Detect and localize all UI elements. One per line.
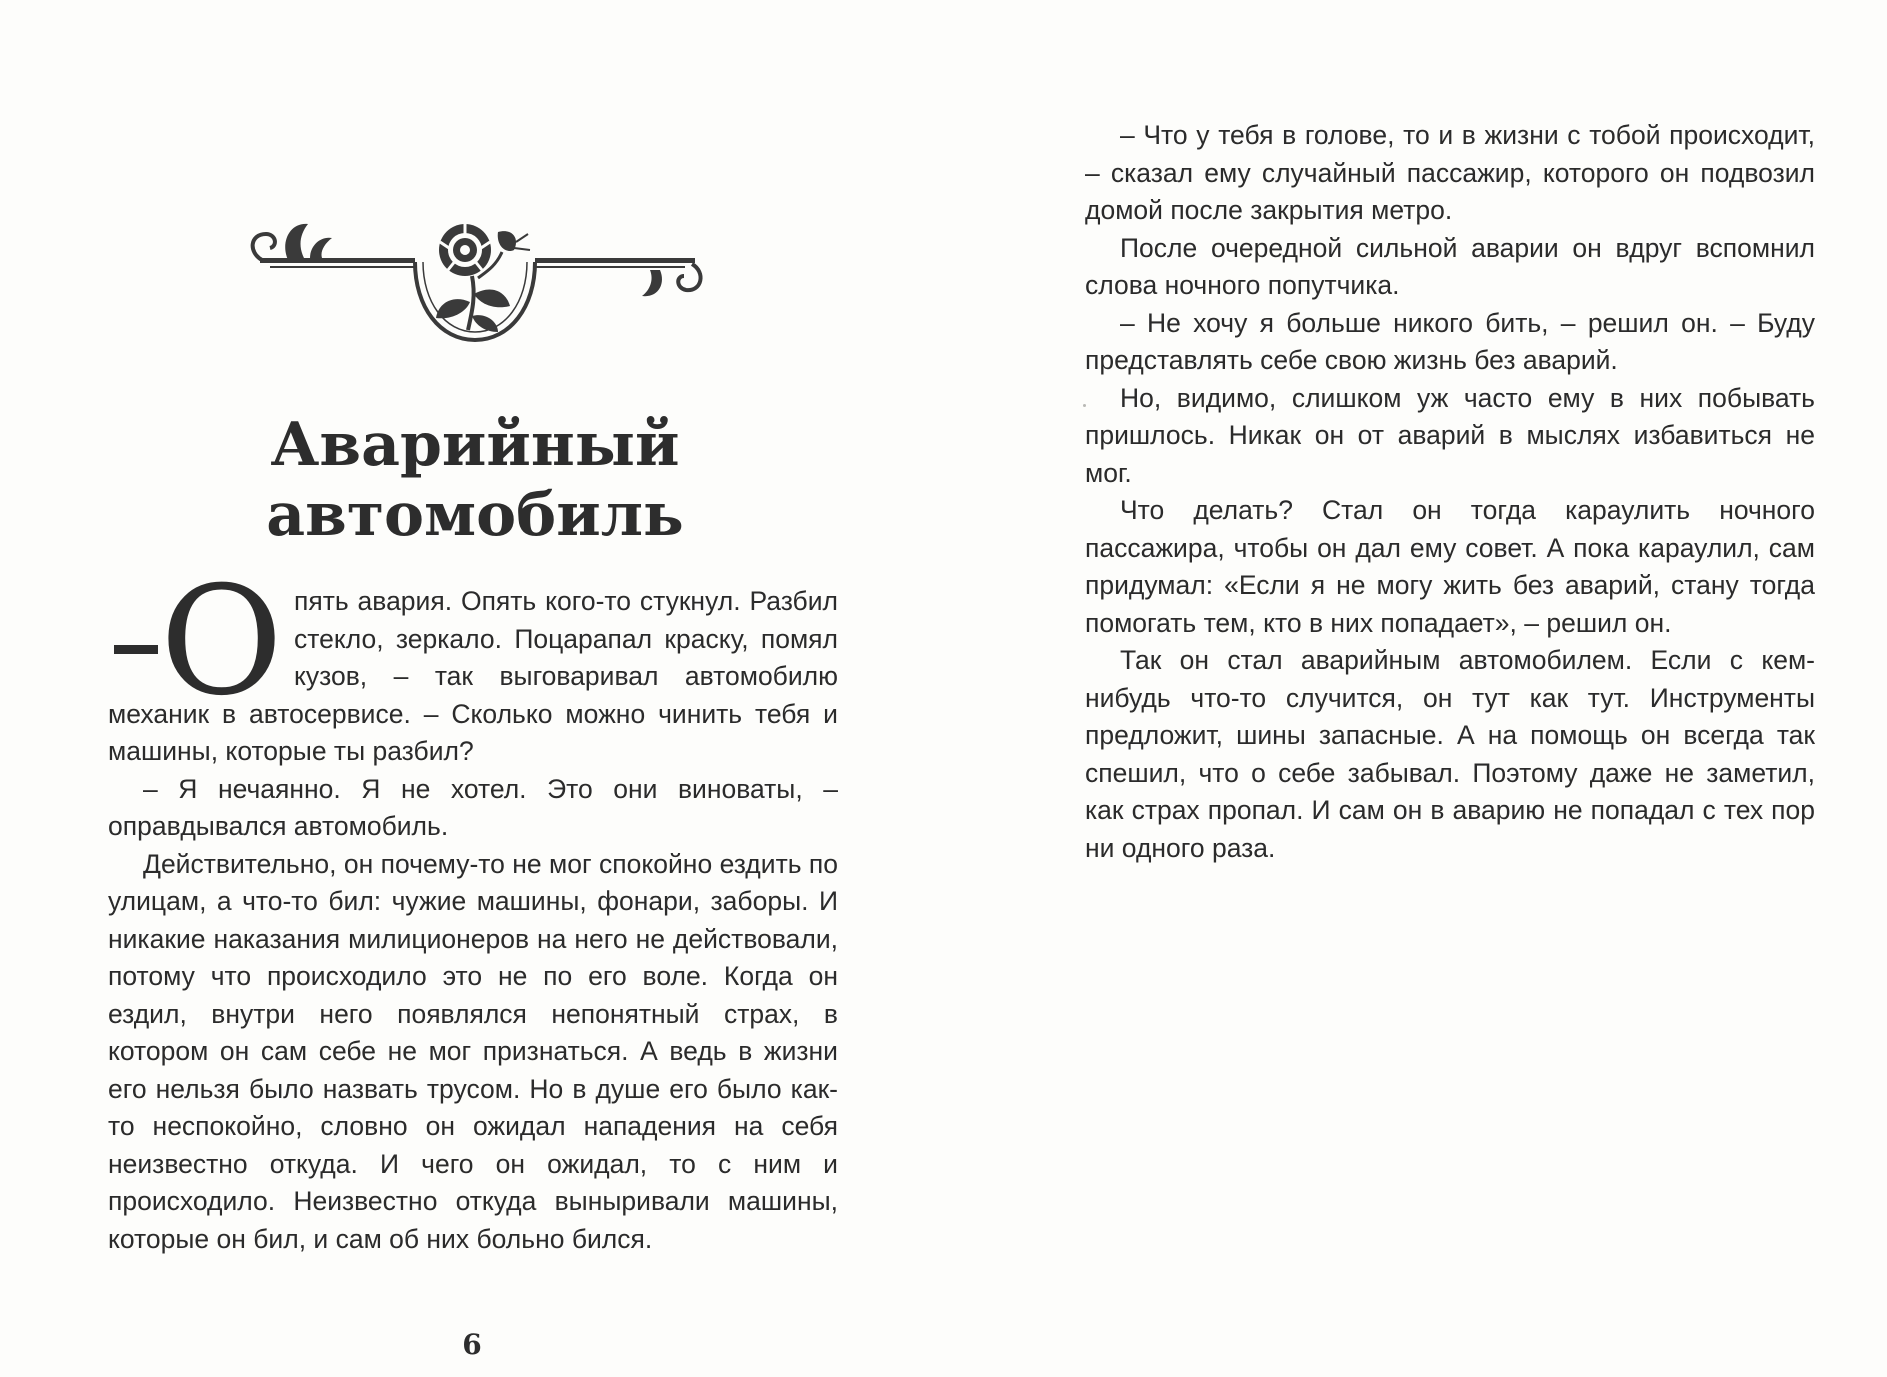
drop-cap-dash xyxy=(114,645,158,654)
paragraph: Действительно, он почему-то не мог спокойно ездить по улицам, а что-то бил: чужие машины, фонари, заборы. И никакие наказания милиционеров на него не действовали, потому что происходило это не по его воле. Когда он ездил, внутри него появлялся непонятный страх, в котором он сам себе не мог признаться. А ведь в жизни его нельзя было назвать трусом. Но в душе его было как-то неспокойно, словно он ожидал нападения на себя неизвестно откуда. И чего он ожидал, то с ним и происходило. Неизвестно откуда выныривали машины, которые он бил, и сам об них больно бился. xyxy=(108,848,838,1254)
story-title-line-1: Аварийный xyxy=(270,410,680,480)
paragraph: – Что у тебя в голове, то и в жизни с тобой происходит, – сказал ему случайный пассажир, которого он подвозил домой после закрытия метро. xyxy=(1085,120,1815,225)
paragraph: – Я нечаянно. Я не хотел. Это они виноваты, – оправдывался автомобиль. xyxy=(108,773,838,841)
paragraph: – Не хочу я больше никого бить, – решил он. – Буду представлять себе свою жизнь без аварий. xyxy=(1085,307,1815,375)
paragraph: Так он стал аварийным автомобилем. Если с кем-нибудь что-то случится, он тут как тут. Инструменты предложит, шины запасные. А на помощь он всегда так спешил, что о себе забывал. Поэтому даже не заметил, как страх пропал. И сам он в аварию не попадал с тех пор ни одного раза. xyxy=(1085,645,1815,863)
story-title xyxy=(100,410,850,550)
page-number: 6 xyxy=(462,1328,482,1361)
floral-vignette-icon xyxy=(240,212,710,347)
left-page-text xyxy=(108,555,838,1258)
paragraph: Что делать? Стал он тогда караулить ночного пассажира, чтобы он дал ему совет. А пока караулил, сам придумал: «Если я не могу жить без аварий, стану тогда помогать тем, кто в них попадает», – решил он. xyxy=(1085,495,1815,638)
paragraph: После очередной сильной аварии он вдруг вспомнил слова ночного попутчика. xyxy=(1085,232,1815,300)
paragraph: Но, видимо, слишком уж часто ему в них побывать пришлось. Никак он от аварий в мыслях избавиться не мог. xyxy=(1085,382,1815,488)
story-title-line-2: автомобиль xyxy=(266,480,684,550)
drop-cap-letter: О xyxy=(160,555,283,729)
drop-cap xyxy=(108,555,288,729)
left-page xyxy=(0,0,943,1377)
right-page-text xyxy=(1085,117,1815,867)
paragraph: пять авария. Опять кого-то стукнул. Разбил стекло, зеркало. Поцарапал краску, помял кузов, – так выговаривал автомобилю механик в автосервисе. – Сколько можно чинить тебя и машины, которые ты разбил? xyxy=(108,586,838,766)
